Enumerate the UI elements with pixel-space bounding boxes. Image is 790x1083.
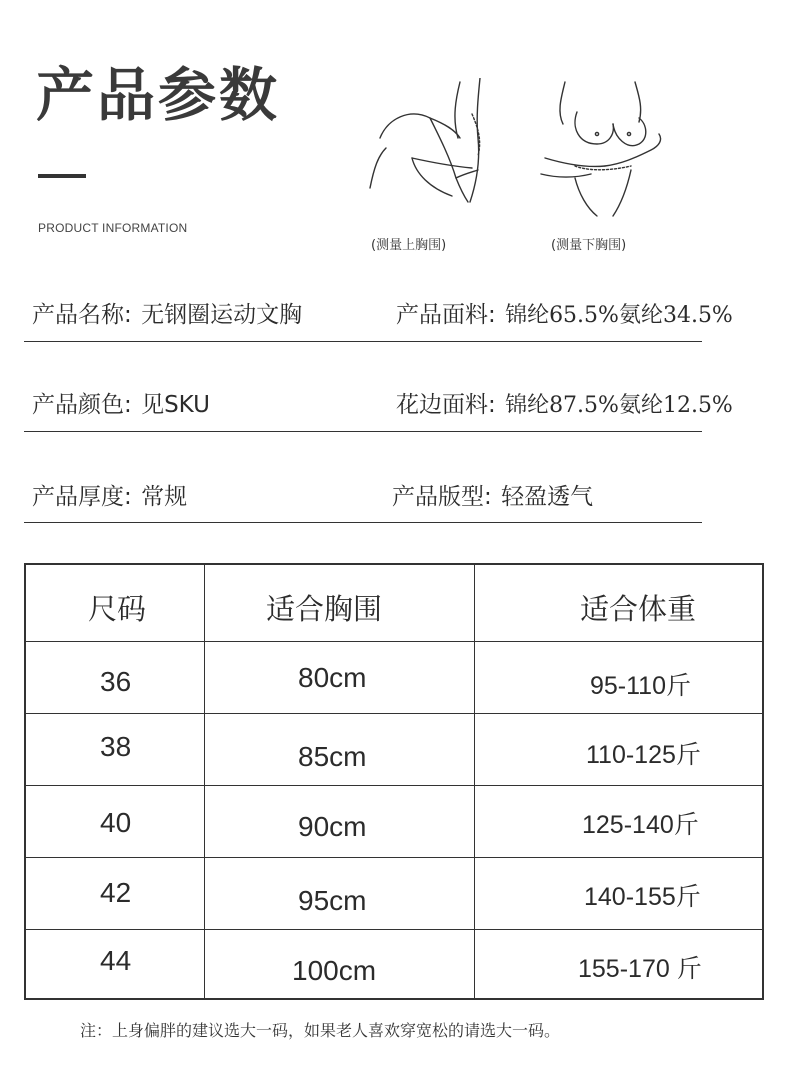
- lower-bust-illustration: [535, 78, 670, 218]
- table-row-divider: [26, 929, 762, 930]
- spec-label: 产品名称:: [32, 302, 132, 328]
- spec-product-fabric: [396, 296, 733, 329]
- table-cell-size: 38: [100, 731, 132, 762]
- spec-label: 产品厚度:: [32, 484, 132, 510]
- spec-value: 无钢圈运动文胸: [141, 302, 303, 328]
- table-column-divider: [474, 565, 475, 998]
- table-row-divider: [26, 641, 762, 642]
- table-cell-bust: 90cm: [298, 811, 367, 842]
- spec-product-fit: [392, 478, 593, 511]
- table-row-divider: [26, 713, 762, 714]
- spec-product-thickness: [32, 478, 187, 511]
- table-cell-bust: 95cm: [298, 885, 367, 916]
- page-title: 产品参数: [36, 61, 281, 129]
- table-column-divider: [204, 565, 205, 998]
- spec-value: 见SKU: [141, 392, 210, 418]
- lower-bust-caption: (测量下胸围): [551, 238, 627, 253]
- spec-divider: [24, 431, 702, 432]
- upper-bust-caption: (测量上胸围): [371, 238, 447, 253]
- table-row-divider: [26, 785, 762, 786]
- spec-label: 产品颜色:: [32, 392, 132, 418]
- spec-value: 常规: [141, 484, 188, 510]
- spec-label: 产品面料:: [396, 302, 496, 328]
- table-cell-weight: 110-125斤: [586, 741, 701, 769]
- spec-divider: [24, 341, 702, 342]
- table-cell-size: 40: [100, 807, 132, 838]
- upper-bust-illustration: [360, 78, 510, 218]
- table-cell-size: 36: [100, 666, 132, 697]
- page-subtitle: PRODUCT INFORMATION: [38, 221, 188, 235]
- title-divider: [38, 174, 86, 178]
- table-header-bust: 适合胸围: [266, 592, 383, 626]
- spec-product-color: [32, 386, 210, 419]
- spec-value: 锦纶87.5%氨纶12.5%: [505, 393, 733, 418]
- table-cell-bust: 100cm: [292, 955, 377, 986]
- spec-lace-fabric: [396, 386, 733, 419]
- size-table: [24, 563, 764, 1000]
- spec-value: 轻盈透气: [501, 484, 594, 510]
- table-cell-weight: 95-110斤: [590, 672, 691, 700]
- table-cell-weight: 140-155斤: [584, 883, 701, 911]
- spec-label: 产品版型:: [392, 484, 492, 510]
- spec-divider: [24, 522, 702, 523]
- spec-label: 花边面料:: [396, 392, 496, 418]
- spec-product-name: [32, 296, 302, 329]
- table-row-divider: [26, 857, 762, 858]
- table-cell-bust: 85cm: [298, 741, 367, 772]
- table-cell-weight: 155-170 斤: [578, 955, 702, 983]
- table-header-size: 尺码: [88, 592, 147, 626]
- size-note: 注：上身偏胖的建议选大一码，如果老人喜欢穿宽松的请选大一码。: [80, 1021, 561, 1040]
- table-cell-bust: 80cm: [298, 662, 367, 693]
- table-cell-size: 44: [100, 945, 132, 976]
- table-cell-size: 42: [100, 877, 132, 908]
- table-header-weight: 适合体重: [580, 592, 697, 626]
- spec-value: 锦纶65.5%氨纶34.5%: [505, 303, 733, 328]
- table-cell-weight: 125-140斤: [582, 811, 699, 839]
